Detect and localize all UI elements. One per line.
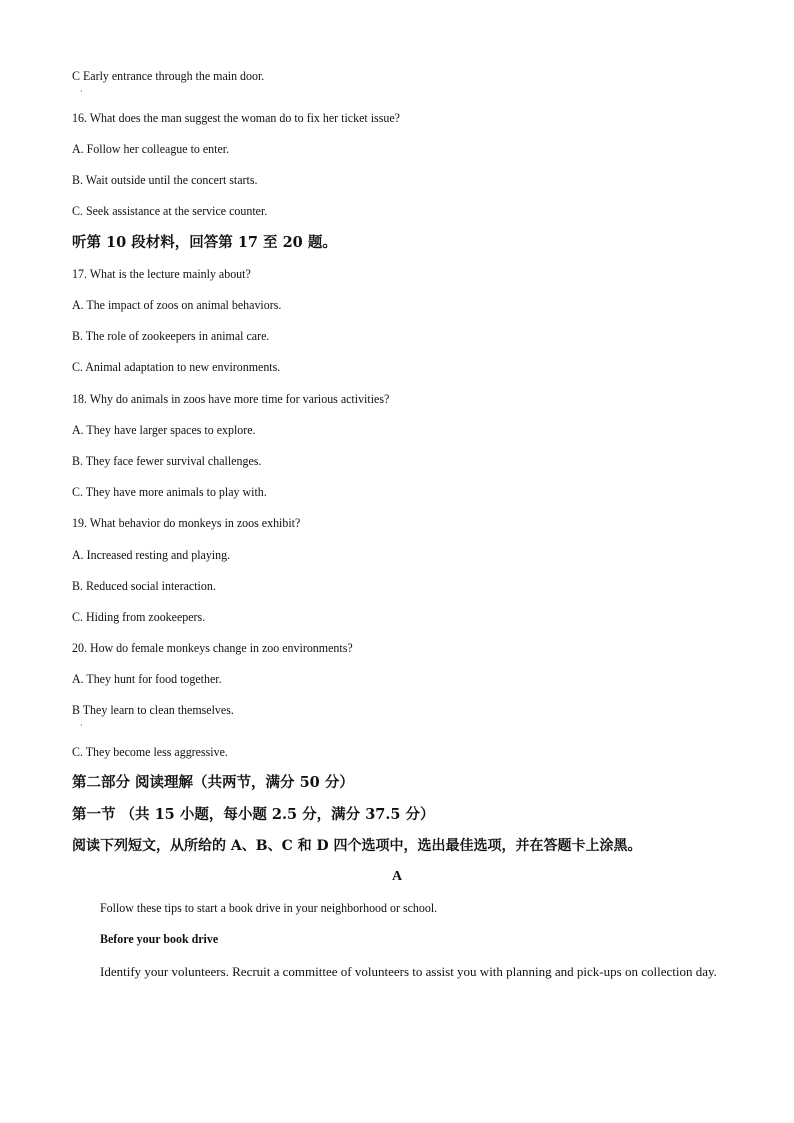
q20-option-a: A. They hunt for food together.: [72, 671, 222, 686]
passage-paragraph: Identify your volunteers. Recruit a committee of volunteers to assist you with planning and pick-ups on collection day.: [100, 964, 717, 979]
reading-instructions: 阅读下列短文，从所给的 A、B、C 和 D 四个选项中，选出最佳选项，并在答题卡上涂黑。: [72, 838, 642, 854]
question-19: 19. What behavior do monkeys in zoos exhibit?: [72, 515, 301, 530]
q17-option-a: A. The impact of zoos on animal behaviors.: [72, 297, 282, 312]
q19-option-b: B. Reduced social interaction.: [72, 578, 216, 593]
question-20: 20. How do female monkeys change in zoo environments?: [72, 640, 353, 655]
q16-option-b: B. Wait outside until the concert starts.: [72, 172, 258, 187]
q17-option-c: C. Animal adaptation to new environments.: [72, 359, 281, 374]
q19-option-c: C. Hiding from zookeepers.: [72, 609, 206, 624]
q20-option-c: C. They become less aggressive.: [72, 744, 228, 759]
question-18: 18. Why do animals in zoos have more time for various activities?: [72, 391, 390, 406]
passage-subheading: Before your book drive: [100, 931, 219, 946]
q16-option-c: C. Seek assistance at the service counter.: [72, 203, 268, 218]
part-2-heading: 第二部分 阅读理解（共两节，满分 50 分）: [72, 774, 354, 791]
option-c-line: C Early entrance through the main door.: [72, 68, 265, 83]
question-16: 16. What does the man suggest the woman do to fix her ticket issue?: [72, 110, 400, 125]
dot-mark: ·: [80, 87, 83, 96]
passage-label: A: [391, 869, 403, 884]
q18-option-a: A. They have larger spaces to explore.: [72, 422, 256, 437]
passage-intro: Follow these tips to start a book drive in your neighborhood or school.: [100, 900, 438, 915]
q16-option-a: A. Follow her colleague to enter.: [72, 141, 230, 156]
q18-option-c: C. They have more animals to play with.: [72, 484, 267, 499]
section-1-heading: 第一节 （共 15 小题，每小题 2.5 分，满分 37.5 分）: [72, 806, 435, 823]
section-10-heading: 听第 10 段材料，回答第 17 至 20 题。: [72, 234, 337, 251]
q18-option-b: B. They face fewer survival challenges.: [72, 453, 262, 468]
question-17: 17. What is the lecture mainly about?: [72, 266, 251, 281]
q20-option-b: B They learn to clean themselves.: [72, 702, 234, 717]
dot-mark: ·: [80, 721, 83, 730]
q17-option-b: B. The role of zookeepers in animal care.: [72, 328, 270, 343]
q19-option-a: A. Increased resting and playing.: [72, 547, 231, 562]
